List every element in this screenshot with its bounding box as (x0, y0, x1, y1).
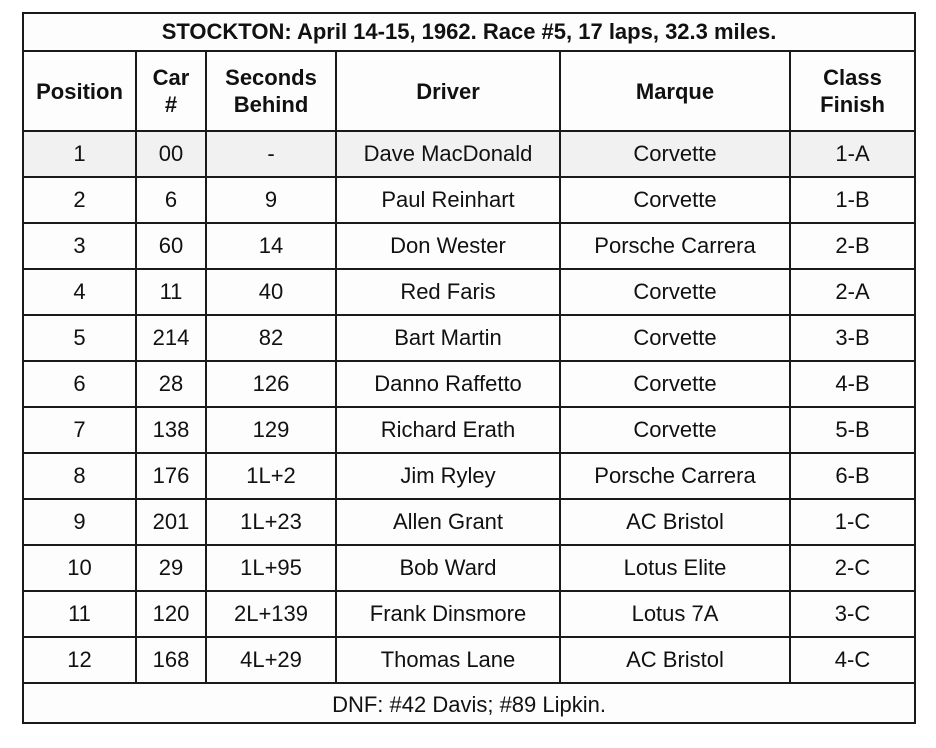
header-class-finish (790, 51, 914, 131)
cell-driver: Bart Martin (336, 315, 560, 361)
cell-driver: Dave MacDonald (336, 131, 560, 177)
table-row (24, 453, 914, 499)
cell-marque: AC Bristol (560, 637, 790, 683)
cell-car: 120 (136, 591, 206, 637)
cell-class-finish: 1-C (790, 499, 914, 545)
cell-position: 12 (24, 637, 136, 683)
header-car (136, 51, 206, 131)
cell-car: 138 (136, 407, 206, 453)
cell-car: 28 (136, 361, 206, 407)
header-car-line2: # (164, 92, 178, 117)
cell-driver: Thomas Lane (336, 637, 560, 683)
table-row (24, 177, 914, 223)
header-seconds-line1: Seconds (225, 65, 317, 90)
cell-behind: 129 (206, 407, 336, 453)
cell-position: 2 (24, 177, 136, 223)
cell-class-finish: 2-C (790, 545, 914, 591)
title-row (24, 14, 914, 51)
header-car-line1: Car (152, 65, 190, 90)
footer-row (24, 683, 914, 726)
dnf-note: DNF: #42 Davis; #89 Lipkin. (24, 683, 914, 726)
cell-position: 6 (24, 361, 136, 407)
cell-behind: 1L+95 (206, 545, 336, 591)
table-row (24, 315, 914, 361)
cell-driver: Frank Dinsmore (336, 591, 560, 637)
cell-position: 7 (24, 407, 136, 453)
cell-behind: 14 (206, 223, 336, 269)
cell-marque: Porsche Carrera (560, 453, 790, 499)
cell-class-finish: 2-A (790, 269, 914, 315)
header-seconds-line2: Behind (233, 92, 309, 117)
cell-position: 8 (24, 453, 136, 499)
cell-driver: Danno Raffetto (336, 361, 560, 407)
cell-position: 9 (24, 499, 136, 545)
cell-behind: 1L+2 (206, 453, 336, 499)
cell-marque: Lotus 7A (560, 591, 790, 637)
table-row (24, 591, 914, 637)
header-seconds-behind (206, 51, 336, 131)
header-class-line2: Finish (820, 92, 885, 117)
cell-driver: Jim Ryley (336, 453, 560, 499)
cell-car: 00 (136, 131, 206, 177)
cell-driver: Bob Ward (336, 545, 560, 591)
cell-behind: 9 (206, 177, 336, 223)
cell-marque: AC Bristol (560, 499, 790, 545)
cell-driver: Red Faris (336, 269, 560, 315)
cell-behind: 82 (206, 315, 336, 361)
table-row (24, 637, 914, 683)
cell-behind: 40 (206, 269, 336, 315)
table-row (24, 223, 914, 269)
cell-car: 29 (136, 545, 206, 591)
cell-class-finish: 3-C (790, 591, 914, 637)
cell-position: 1 (24, 131, 136, 177)
table-title: STOCKTON: April 14-15, 1962. Race #5, 17 laps, 32.3 miles. (24, 14, 914, 51)
cell-position: 5 (24, 315, 136, 361)
cell-position: 10 (24, 545, 136, 591)
cell-behind: - (206, 131, 336, 177)
cell-position: 3 (24, 223, 136, 269)
cell-marque: Porsche Carrera (560, 223, 790, 269)
cell-marque: Corvette (560, 131, 790, 177)
cell-marque: Corvette (560, 407, 790, 453)
cell-car: 214 (136, 315, 206, 361)
table-row (24, 499, 914, 545)
cell-behind: 4L+29 (206, 637, 336, 683)
cell-marque: Corvette (560, 361, 790, 407)
cell-marque: Corvette (560, 269, 790, 315)
cell-car: 11 (136, 269, 206, 315)
table-row (24, 407, 914, 453)
cell-car: 168 (136, 637, 206, 683)
results-sheet (22, 12, 916, 724)
cell-behind: 1L+23 (206, 499, 336, 545)
cell-class-finish: 3-B (790, 315, 914, 361)
header-position: Position (24, 51, 136, 131)
cell-driver: Allen Grant (336, 499, 560, 545)
cell-car: 201 (136, 499, 206, 545)
cell-driver: Paul Reinhart (336, 177, 560, 223)
cell-class-finish: 2-B (790, 223, 914, 269)
cell-class-finish: 1-A (790, 131, 914, 177)
table-row (24, 361, 914, 407)
cell-position: 11 (24, 591, 136, 637)
table-row (24, 131, 914, 177)
cell-position: 4 (24, 269, 136, 315)
header-driver: Driver (336, 51, 560, 131)
cell-behind: 126 (206, 361, 336, 407)
cell-car: 6 (136, 177, 206, 223)
cell-driver: Don Wester (336, 223, 560, 269)
cell-class-finish: 6-B (790, 453, 914, 499)
cell-marque: Corvette (560, 177, 790, 223)
header-row (24, 51, 914, 131)
cell-class-finish: 1-B (790, 177, 914, 223)
cell-marque: Lotus Elite (560, 545, 790, 591)
cell-behind: 2L+139 (206, 591, 336, 637)
cell-class-finish: 5-B (790, 407, 914, 453)
header-marque: Marque (560, 51, 790, 131)
table-row (24, 545, 914, 591)
cell-class-finish: 4-B (790, 361, 914, 407)
cell-class-finish: 4-C (790, 637, 914, 683)
table-row (24, 269, 914, 315)
header-class-line1: Class (823, 65, 882, 90)
cell-car: 176 (136, 453, 206, 499)
cell-driver: Richard Erath (336, 407, 560, 453)
cell-car: 60 (136, 223, 206, 269)
race-results-table (24, 14, 914, 726)
cell-marque: Corvette (560, 315, 790, 361)
